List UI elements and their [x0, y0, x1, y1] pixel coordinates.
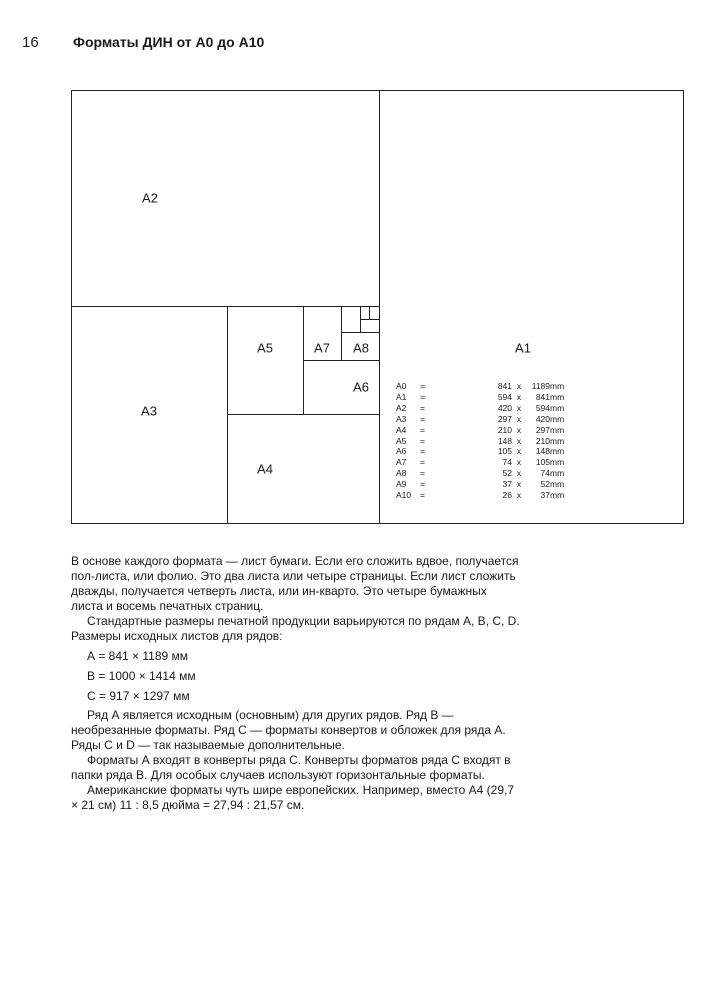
- label-a7: А7: [314, 340, 330, 356]
- a9-area: [341, 306, 361, 333]
- format-name-cell: A1: [396, 391, 407, 402]
- format-name-cell: A2: [396, 402, 407, 413]
- format-h-cell: 37: [540, 490, 550, 501]
- format-h-cell: 594: [535, 402, 550, 413]
- format-row: [396, 425, 564, 436]
- format-row: [396, 468, 564, 479]
- format-eq-cell: =: [420, 381, 425, 391]
- format-size-table: [396, 381, 564, 501]
- paragraph-series: Стандартные размеры печатной продукции варьируются по рядам А, B, C, D. Размеры исходных листов для рядов:: [71, 614, 520, 643]
- format-h-cell: 841: [535, 391, 550, 402]
- paper-format-diagram: [71, 90, 684, 524]
- label-a8: А8: [353, 340, 369, 356]
- label-a6: А6: [353, 379, 369, 395]
- format-x-cell: x: [516, 413, 522, 424]
- format-w-cell: 420: [497, 402, 512, 413]
- format-unit-cell: mm: [550, 435, 565, 446]
- format-x-cell: x: [516, 435, 522, 446]
- size-a: А = 841 × 1189 мм: [87, 649, 189, 663]
- format-w-cell: 37: [502, 479, 512, 490]
- format-w-cell: 594: [497, 391, 512, 402]
- format-unit-cell: mm: [550, 446, 565, 457]
- format-name-cell: A8: [396, 468, 407, 479]
- format-name-cell: A9: [396, 479, 407, 490]
- body-text: [71, 554, 521, 813]
- format-eq-cell: =: [420, 413, 425, 424]
- label-a1: А1: [515, 340, 531, 356]
- format-w-cell: 297: [497, 413, 512, 424]
- format-x-cell: x: [516, 457, 522, 468]
- format-w-cell: 52: [502, 468, 512, 479]
- page-number: 16: [22, 34, 39, 51]
- format-eq-cell: =: [420, 479, 425, 490]
- format-h-cell: 1189: [531, 381, 550, 391]
- base-sizes-list: [71, 648, 521, 704]
- format-eq-cell: =: [420, 457, 425, 468]
- label-a4: А4: [257, 461, 273, 477]
- format-name-cell: A0: [396, 381, 407, 391]
- label-a5: А5: [257, 340, 273, 356]
- label-a2: А2: [142, 190, 158, 206]
- format-eq-cell: =: [420, 391, 425, 402]
- size-c: С = 917 × 1297 мм: [87, 689, 190, 703]
- format-unit-cell: mm: [550, 381, 565, 391]
- format-x-cell: x: [516, 402, 522, 413]
- format-h-cell: 297: [535, 424, 550, 435]
- format-eq-cell: =: [420, 490, 425, 501]
- format-unit-cell: mm: [550, 402, 565, 413]
- format-w-cell: 210: [497, 424, 512, 435]
- format-row: [396, 436, 564, 447]
- paragraph-intro: В основе каждого формата — лист бумаги. Если его сложить вдвое, получается пол-листа, или фолио. Это два листа или четыре страницы. Если лист сложить дважды, получается четверть листа, или ин-кварто. Это четыре бумажных листа и восемь печатных страниц.: [71, 554, 519, 613]
- a5-area: [227, 306, 304, 415]
- format-row: [396, 479, 564, 490]
- format-unit-cell: mm: [550, 391, 565, 402]
- running-head: Форматы ДИН от А0 до А10: [73, 34, 265, 50]
- format-name-cell: A10: [396, 490, 412, 501]
- format-eq-cell: =: [420, 402, 425, 413]
- format-row: [396, 403, 564, 414]
- format-x-cell: x: [516, 391, 522, 402]
- format-w-cell: 26: [502, 490, 512, 501]
- format-w-cell: 148: [497, 435, 512, 446]
- format-unit-cell: mm: [550, 479, 565, 490]
- format-h-cell: 210: [535, 435, 550, 446]
- format-w-cell: 841: [497, 381, 512, 391]
- format-eq-cell: =: [420, 468, 425, 479]
- format-w-cell: 74: [502, 457, 512, 468]
- format-h-cell: 148: [535, 446, 550, 457]
- format-x-cell: x: [516, 468, 522, 479]
- format-name-cell: A3: [396, 413, 407, 424]
- format-unit-cell: mm: [550, 424, 565, 435]
- format-x-cell: x: [516, 446, 522, 457]
- paragraph-envelopes: Форматы А входят в конверты ряда С. Конверты форматов ряда С входят в папки ряда В. Для особых случаев используют горизонтальные форматы.: [71, 753, 511, 782]
- format-row: [396, 446, 564, 457]
- format-h-cell: 105: [535, 457, 550, 468]
- format-x-cell: x: [516, 479, 522, 490]
- format-x-cell: x: [516, 381, 522, 391]
- format-name-cell: A6: [396, 446, 407, 457]
- format-eq-cell: =: [420, 446, 425, 457]
- format-name-cell: A4: [396, 424, 407, 435]
- format-unit-cell: mm: [550, 468, 565, 479]
- a11-area: [360, 306, 370, 320]
- format-name-cell: A7: [396, 457, 407, 468]
- format-unit-cell: mm: [550, 413, 565, 424]
- format-x-cell: x: [516, 490, 522, 501]
- format-row: [396, 490, 564, 501]
- format-h-cell: 420: [535, 413, 550, 424]
- a2-area: [72, 91, 380, 307]
- format-unit-cell: mm: [550, 457, 565, 468]
- format-unit-cell: mm: [550, 490, 565, 501]
- format-eq-cell: =: [420, 435, 425, 446]
- format-w-cell: 105: [497, 446, 512, 457]
- format-row: [396, 392, 564, 403]
- format-row: [396, 414, 564, 425]
- format-h-cell: 74: [540, 468, 550, 479]
- label-a3: А3: [141, 403, 157, 419]
- a10-area: [360, 319, 380, 333]
- format-x-cell: x: [516, 424, 522, 435]
- a4-area: [227, 414, 380, 524]
- format-row: [396, 381, 564, 392]
- format-name-cell: A5: [396, 435, 407, 446]
- format-row: [396, 457, 564, 468]
- size-b: В = 1000 × 1414 мм: [87, 669, 196, 683]
- format-h-cell: 52: [540, 479, 550, 490]
- paragraph-series-a: Ряд А является исходным (основным) для других рядов. Ряд B — необрезанные форматы. Ряд С — форматы конвертов и обложек для ряда А. Ряды С и D — так называемые дополнительные.: [71, 708, 506, 752]
- paragraph-american: Американские форматы чуть шире европейских. Например, вместо А4 (29,7 × 21 см) 11 : 8,5 дюйма = 27,94 : 21,57 см.: [71, 783, 515, 812]
- format-eq-cell: =: [420, 424, 425, 435]
